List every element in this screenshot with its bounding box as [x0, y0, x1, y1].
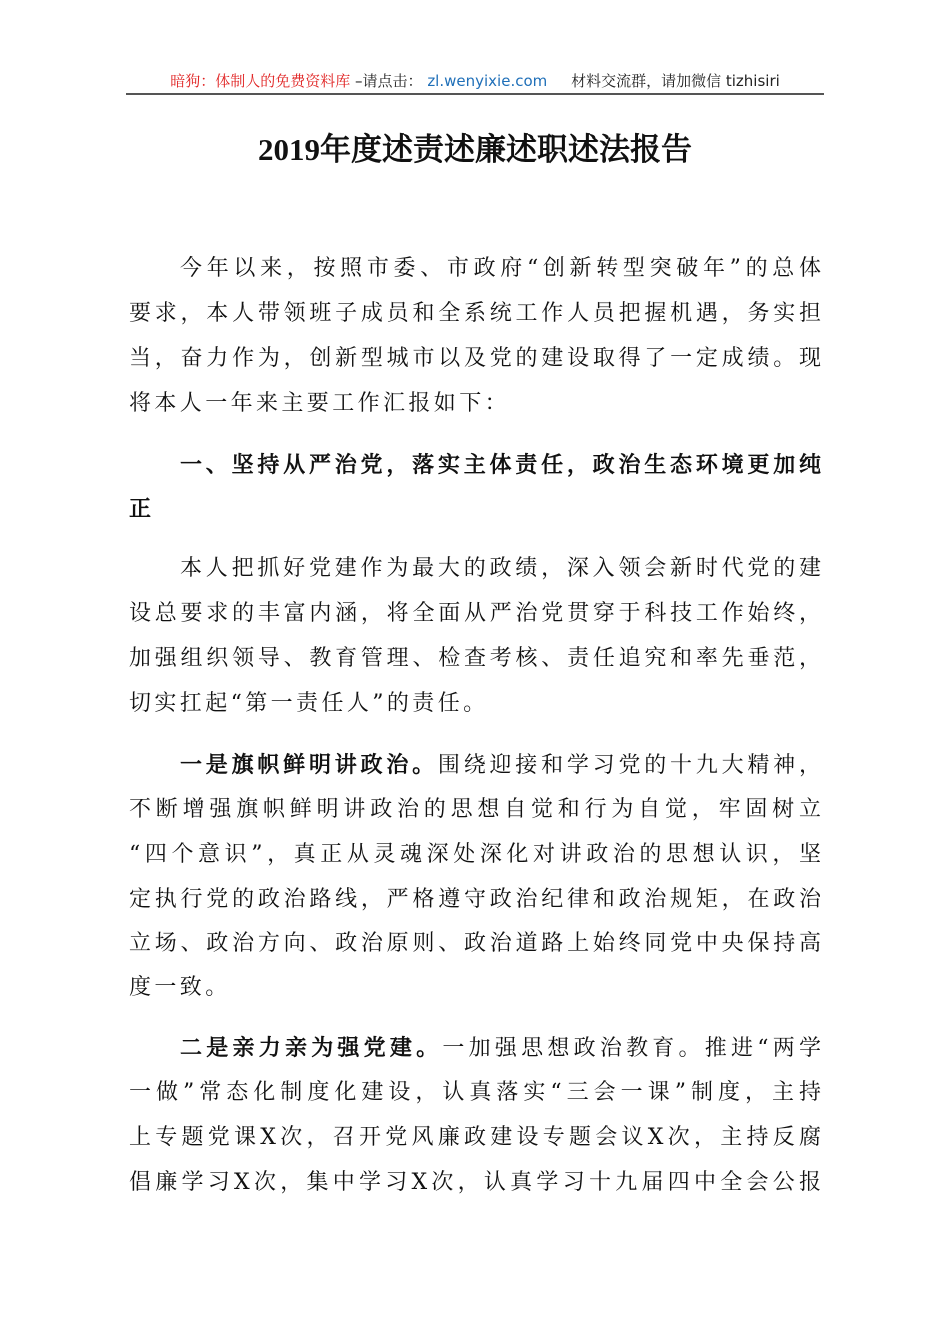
- promo-text: 暗狗：体制人的免费资料库: [170, 72, 351, 90]
- text-line: 当，奋力作为，创新型城市以及党的建设取得了一定成绩。现: [129, 346, 821, 371]
- text-line: 立场、政治方向、政治原则、政治道路上始终同党中央保持高: [129, 931, 821, 956]
- text-line: [180, 1033, 821, 1064]
- text-span: 一加强思想政治教育。推进“两学: [442, 1036, 821, 1061]
- document-title: 2019年度述责述廉述职述法报告: [258, 132, 692, 167]
- section-heading: 正: [129, 497, 155, 522]
- promo-click-text: –请点击：: [355, 72, 423, 90]
- text-line: 加强组织领导、教育管理、检查考核、责任追究和率先垂范，: [129, 646, 821, 671]
- text-line: 本人把抓好党建作为最大的政绩，深入领会新时代党的建: [180, 556, 821, 581]
- wechat-text: 材料交流群，请加微信 tizhisiri: [571, 72, 780, 90]
- text-line: 将本人一年来主要工作汇报如下：: [129, 391, 511, 416]
- header-divider: [126, 93, 824, 95]
- text-line: 上专题党课X次，召开党风廉政建设专题会议X次，主持反腐: [129, 1125, 821, 1150]
- text-line: 切实扛起“第一责任人”的责任。: [129, 691, 489, 716]
- text-line: 度一致。: [129, 975, 231, 1000]
- text-line: “四个意识”，真正从灵魂深处深化对讲政治的思想认识，坚: [129, 842, 821, 867]
- section-heading: 一、坚持从严治党，落实主体责任，政治生态环境更加纯: [180, 453, 821, 478]
- text-line: 不断增强旗帜鲜明讲政治的思想自觉和行为自觉，牢固树立: [129, 797, 821, 822]
- text-span: 围绕迎接和学习党的十九大精神，: [437, 753, 821, 778]
- lead-phrase: 二是亲力亲为强党建。: [180, 1035, 443, 1061]
- text-line: 今年以来，按照市委、市政府“创新转型突破年”的总体: [180, 256, 821, 281]
- promo-link[interactable]: zl.wenyixie.com: [427, 72, 548, 90]
- text-line: 一做”常态化制度化建设，认真落实“三会一课”制度，主持: [129, 1080, 821, 1105]
- text-line: 倡廉学习X次，集中学习X次，认真学习十九届四中全会公报: [129, 1170, 821, 1195]
- text-line: 设总要求的丰富内涵，将全面从严治党贯穿于科技工作始终，: [129, 601, 821, 626]
- text-line: 要求，本人带领班子成员和全系统工作人员把握机遇，务实担: [129, 301, 821, 326]
- promo-header: [126, 70, 824, 91]
- text-line: [180, 750, 821, 781]
- text-line: 定执行党的政治路线，严格遵守政治纪律和政治规矩，在政治: [129, 887, 821, 912]
- lead-phrase: 一是旗帜鲜明讲政治。: [180, 752, 438, 778]
